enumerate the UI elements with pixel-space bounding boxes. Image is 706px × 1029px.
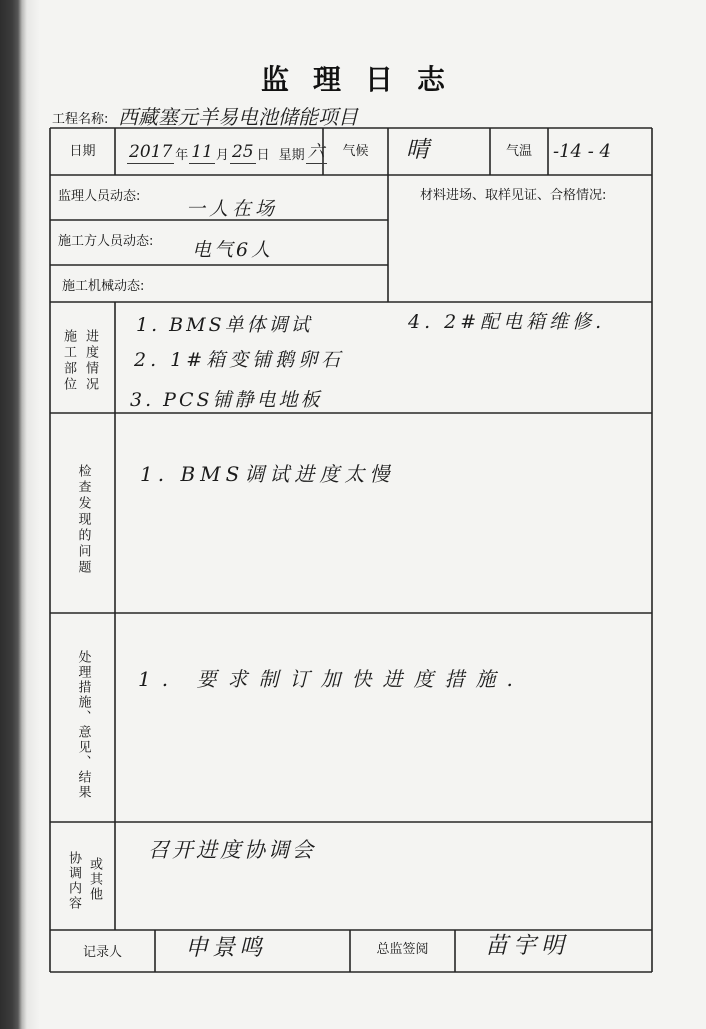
temperature-label: 气温 xyxy=(505,144,532,159)
weekday-value: 六 xyxy=(307,142,325,162)
supervisor-status-value: 一人在场 xyxy=(186,198,279,220)
recorder-signature: 申景鸣 xyxy=(185,935,266,961)
date-day: 25 xyxy=(231,142,254,162)
progress-item: 1. BMS单体调试 xyxy=(136,314,313,336)
progress-item: 3. PCS铺静电地板 xyxy=(130,389,323,411)
coordination-item: 召开进度协调会 xyxy=(148,838,316,862)
progress-item: 4. 2#配电箱维修. xyxy=(408,311,606,333)
progress-label-left: 施工部位 xyxy=(61,329,76,393)
chief-supervisor-label: 总监签阅 xyxy=(376,942,429,957)
issue-item: 1. BMS调试进度太慢 xyxy=(140,462,395,486)
date-label: 日期 xyxy=(69,144,96,159)
issues-label: 检查发现的问题 xyxy=(75,464,91,576)
materials-label: 材料进场、取样见证、合格情况: xyxy=(420,188,607,203)
date-day-unit: 日 xyxy=(256,148,270,163)
progress-label-right: 进度情况 xyxy=(83,329,98,393)
issues-label-cell xyxy=(50,420,115,620)
machinery-status-label: 施工机械动态: xyxy=(62,279,145,294)
date-year-unit: 年 xyxy=(175,148,189,163)
measures-label: 处理措施、意见、结果 xyxy=(75,649,91,800)
coordination-label-left: 协调内容 xyxy=(66,851,81,911)
date-month: 11 xyxy=(191,142,213,162)
measure-item: 1. 要求制订加快进度措施. xyxy=(138,667,524,691)
date-year: 2017 xyxy=(129,142,173,162)
page-title: 监理日志 xyxy=(260,63,469,96)
coordination-label-right: 或其他 xyxy=(87,857,102,902)
weekday-label: 星期 xyxy=(278,148,305,163)
project-name-value: 西藏塞元羊易电池储能项目 xyxy=(118,105,358,129)
contractor-status-label: 施工方人员动态: xyxy=(58,234,154,249)
recorder-label: 记录人 xyxy=(82,945,122,960)
supervisor-status-label: 监理人员动态: xyxy=(58,189,141,204)
temperature-value: -14 - 4 xyxy=(553,141,611,162)
weather-value: 晴 xyxy=(406,137,429,163)
weather-label: 气候 xyxy=(342,144,369,159)
contractor-status-value: 电气6人 xyxy=(192,239,274,261)
date-value xyxy=(127,138,327,164)
date-month-unit: 月 xyxy=(215,148,229,163)
progress-item: 2. 1#箱变铺鹅卵石 xyxy=(134,349,345,371)
measures-label-cell xyxy=(50,620,115,829)
project-name-label: 工程名称: xyxy=(52,112,109,127)
chief-supervisor-signature: 苗宇明 xyxy=(485,933,569,959)
